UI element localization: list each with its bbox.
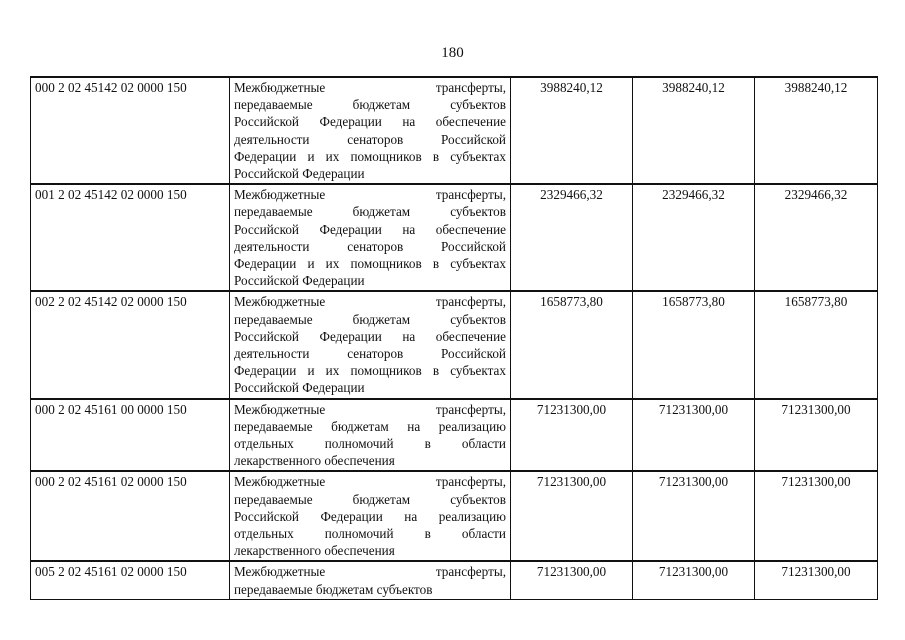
amount-2-cell: 3988240,12 (633, 77, 755, 184)
table-body (31, 77, 878, 599)
budget-code-cell: 000 2 02 45161 00 0000 150 (31, 399, 230, 472)
description-line: Межбюджетные трансферты, (234, 474, 506, 490)
amount-3-cell: 1658773,80 (755, 291, 878, 398)
budget-table (30, 76, 878, 600)
description-line: Федерации и их помощников в субъектах (234, 148, 506, 164)
amount-3-cell: 71231300,00 (755, 471, 878, 561)
table-row (31, 291, 878, 398)
description-cell (230, 561, 511, 599)
description-line: Российской Федерации на обеспечение (234, 328, 506, 344)
description-line: передаваемые бюджетам субъектов (234, 204, 506, 220)
description-cell (230, 291, 511, 398)
amount-3-cell: 2329466,32 (755, 184, 878, 291)
table-row (31, 471, 878, 561)
description-line: передаваемые бюджетам субъектов (234, 581, 433, 597)
description-line: деятельности сенаторов Российской (234, 238, 506, 254)
amount-1-cell: 2329466,32 (511, 184, 633, 291)
table-row (31, 77, 878, 184)
budget-code-cell: 001 2 02 45142 02 0000 150 (31, 184, 230, 291)
amount-3-cell: 71231300,00 (755, 399, 878, 472)
amount-2-cell: 2329466,32 (633, 184, 755, 291)
description-line: передаваемые бюджетам субъектов (234, 491, 506, 507)
budget-code-cell: 000 2 02 45142 02 0000 150 (31, 77, 230, 184)
description-cell (230, 399, 511, 472)
amount-1-cell: 71231300,00 (511, 561, 633, 599)
description-line: передаваемые бюджетам субъектов (234, 97, 506, 113)
amount-2-cell: 71231300,00 (633, 399, 755, 472)
amount-1-cell: 71231300,00 (511, 399, 633, 472)
description-line: Межбюджетные трансферты, (234, 187, 506, 203)
amount-3-cell: 71231300,00 (755, 561, 878, 599)
amount-2-cell: 71231300,00 (633, 561, 755, 599)
budget-code-cell: 002 2 02 45142 02 0000 150 (31, 291, 230, 398)
amount-2-cell: 1658773,80 (633, 291, 755, 398)
table-row (31, 561, 878, 599)
amount-1-cell: 3988240,12 (511, 77, 633, 184)
amount-1-cell: 1658773,80 (511, 291, 633, 398)
description-line: Межбюджетные трансферты, (234, 401, 506, 417)
description-line: передаваемые бюджетам субъектов (234, 311, 506, 327)
description-line: отдельных полномочий в области (234, 436, 506, 452)
description-cell (230, 184, 511, 291)
description-line: Федерации и их помощников в субъектах (234, 256, 506, 272)
description-line: Федерации и их помощников в субъектах (234, 363, 506, 379)
description-line: отдельных полномочий в области (234, 526, 506, 542)
amount-3-cell: 3988240,12 (755, 77, 878, 184)
description-cell (230, 77, 511, 184)
table-row (31, 184, 878, 291)
description-line: Российской Федерации на обеспечение (234, 221, 506, 237)
description-line: деятельности сенаторов Российской (234, 346, 506, 362)
table-row (31, 399, 878, 472)
description-line: лекарственного обеспечения (234, 543, 395, 559)
description-line: деятельности сенаторов Российской (234, 131, 506, 147)
amount-2-cell: 71231300,00 (633, 471, 755, 561)
description-line: Российской Федерации (234, 380, 365, 396)
page-number: 180 (441, 45, 464, 61)
amount-1-cell: 71231300,00 (511, 471, 633, 561)
description-line: Межбюджетные трансферты, (234, 564, 506, 580)
budget-code-cell: 005 2 02 45161 02 0000 150 (31, 561, 230, 599)
description-line: Межбюджетные трансферты, (234, 294, 506, 310)
description-line: Российской Федерации (234, 273, 365, 289)
description-line: Российской Федерации на реализацию (234, 508, 506, 524)
description-line: передаваемые бюджетам на реализацию (234, 418, 506, 434)
description-line: Российской Федерации на обеспечение (234, 114, 506, 130)
description-line: лекарственного обеспечения (234, 453, 395, 469)
description-line: Межбюджетные трансферты, (234, 80, 506, 95)
budget-code-cell: 000 2 02 45161 02 0000 150 (31, 471, 230, 561)
description-line: Российской Федерации (234, 166, 365, 182)
description-cell (230, 471, 511, 561)
